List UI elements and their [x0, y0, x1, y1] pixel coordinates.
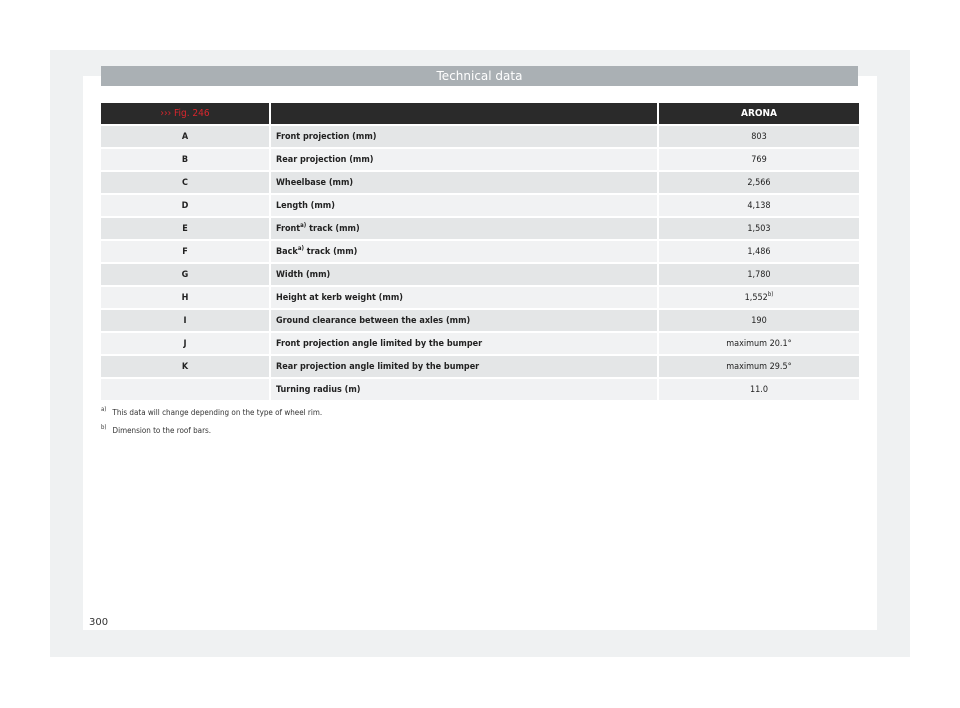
page-number: 300: [89, 617, 109, 628]
description-text: Ground clearance between the axles (mm): [276, 315, 471, 326]
row-description: [271, 356, 659, 377]
row-letter: D: [101, 195, 271, 216]
description-text: Front: [276, 223, 301, 234]
row-value: [659, 149, 859, 170]
row-value: [659, 264, 859, 285]
row-value: [659, 218, 859, 239]
value-text: 1,503: [747, 223, 771, 234]
figure-reference-link[interactable]: [101, 103, 271, 124]
footnotes: [101, 408, 801, 444]
row-letter: [101, 379, 271, 400]
description-text: Front projection angle limited by the bumper: [276, 338, 483, 349]
description-text: Rear projection angle limited by the bumper: [276, 361, 480, 372]
row-description: [271, 241, 659, 262]
value-text: 769: [751, 154, 767, 165]
header-model: ARONA: [659, 103, 859, 124]
description-text: Front projection (mm): [276, 131, 377, 142]
description-tail: track (mm): [306, 223, 360, 234]
footnote-marker: a): [300, 221, 307, 229]
row-value: [659, 287, 859, 308]
row-value: [659, 310, 859, 331]
value-text: 803: [751, 131, 767, 142]
table-row: [101, 126, 859, 147]
row-letter: B: [101, 149, 271, 170]
footnote-marker: b): [767, 290, 774, 298]
value-text: maximum 29.5°: [726, 361, 792, 372]
row-value: [659, 172, 859, 193]
technical-data-table: [101, 101, 859, 402]
row-description: [271, 379, 659, 400]
value-text: 11.0: [749, 384, 769, 395]
table-row: [101, 172, 859, 193]
footnote-text: This data will change depending on the type of wheel rim.: [112, 408, 323, 417]
footnote-marker: a): [297, 244, 304, 252]
value-text: 190: [751, 315, 767, 326]
table-header-row: [101, 103, 859, 124]
footnote-text: Dimension to the roof bars.: [112, 426, 212, 435]
figure-reference-text[interactable]: ››› Fig. 246: [160, 108, 210, 119]
description-text: Rear projection (mm): [276, 154, 374, 165]
row-letter: F: [101, 241, 271, 262]
footnote: [101, 408, 801, 417]
row-letter: G: [101, 264, 271, 285]
row-letter: J: [101, 333, 271, 354]
section-title: Technical data: [101, 66, 858, 86]
table-row: [101, 379, 859, 400]
value-text: 1,780: [747, 269, 771, 280]
row-letter: C: [101, 172, 271, 193]
description-text: Wheelbase (mm): [276, 177, 354, 188]
footnote-mark: a): [101, 406, 107, 413]
row-value: [659, 126, 859, 147]
row-description: [271, 310, 659, 331]
row-letter: I: [101, 310, 271, 331]
row-letter: H: [101, 287, 271, 308]
table-row: [101, 241, 859, 262]
row-letter: A: [101, 126, 271, 147]
value-text: 1,552: [744, 292, 768, 303]
row-letter: E: [101, 218, 271, 239]
row-value: [659, 379, 859, 400]
row-value: [659, 241, 859, 262]
row-description: [271, 287, 659, 308]
row-value: [659, 356, 859, 377]
value-text: maximum 20.1°: [726, 338, 792, 349]
table-row: [101, 287, 859, 308]
table-row: [101, 310, 859, 331]
footnote-mark: b): [101, 424, 107, 431]
description-text: Height at kerb weight (mm): [276, 292, 403, 303]
row-value: [659, 333, 859, 354]
description-tail: track (mm): [303, 246, 358, 257]
row-description: [271, 149, 659, 170]
row-description: [271, 172, 659, 193]
row-description: [271, 195, 659, 216]
value-text: 4,138: [747, 200, 771, 211]
description-text: Length (mm): [276, 200, 335, 211]
row-letter: K: [101, 356, 271, 377]
table-row: [101, 195, 859, 216]
row-description: [271, 218, 659, 239]
row-value: [659, 195, 859, 216]
table-row: [101, 264, 859, 285]
description-text: Turning radius (m): [276, 384, 361, 395]
row-description: [271, 126, 659, 147]
value-text: 2,566: [747, 177, 771, 188]
description-text: Width (mm): [276, 269, 331, 280]
row-description: [271, 333, 659, 354]
row-description: [271, 264, 659, 285]
footnote: [101, 426, 801, 435]
value-text: 1,486: [747, 246, 771, 257]
description-text: Back: [276, 246, 298, 257]
table-row: [101, 333, 859, 354]
table-row: [101, 356, 859, 377]
header-blank-cell: [271, 103, 659, 124]
table-row: [101, 218, 859, 239]
table-row: [101, 149, 859, 170]
